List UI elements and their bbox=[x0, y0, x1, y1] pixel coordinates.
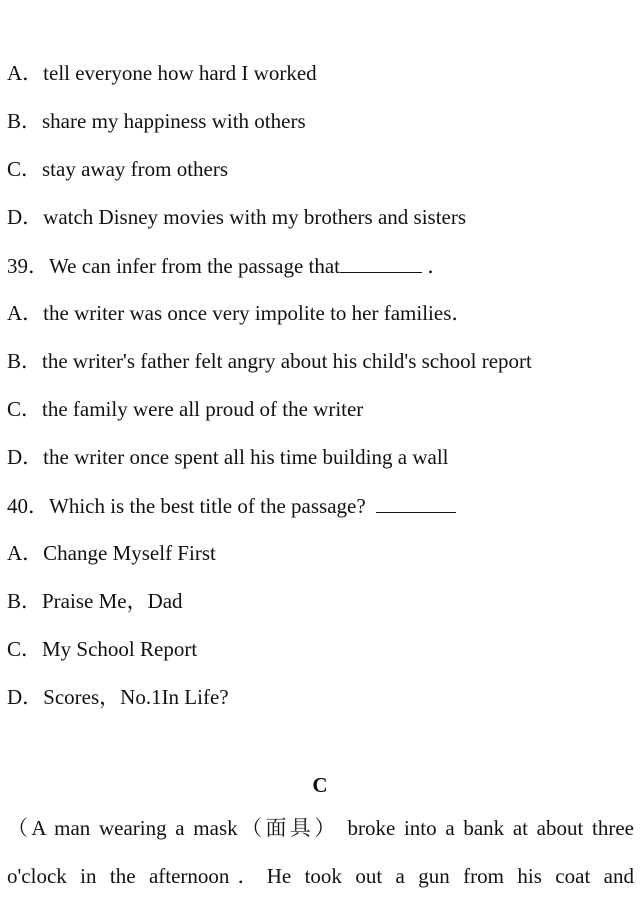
q39-option-c: C．the family were all proud of the writer bbox=[7, 397, 364, 421]
section-heading: C bbox=[312, 773, 328, 797]
q40-option-d: D．Scores，No.1In Life? bbox=[7, 685, 229, 709]
q40-option-b: B．Praise Me，Dad bbox=[7, 589, 183, 613]
q39-option-b: B．the writer's father felt angry about his child's school report bbox=[7, 349, 532, 373]
passage-line-2: o'clock in the afternoon．He took out a gun from his coat and bbox=[7, 864, 634, 888]
q40-stem: 40．Which is the best title of the passage? bbox=[7, 494, 377, 518]
answer-blank bbox=[376, 492, 456, 513]
answer-blank bbox=[340, 252, 422, 273]
q40-option-a: A．Change Myself First bbox=[7, 541, 216, 565]
q39-option-d: D．the writer once spent all his time building a wall bbox=[7, 445, 449, 469]
passage-line-1: （A man wearing a mask（面具） broke into a bank at about three bbox=[7, 816, 634, 840]
q40-option-c: C．My School Report bbox=[7, 637, 198, 661]
q39-question bbox=[7, 252, 448, 279]
q38-option-d: D．watch Disney movies with my brothers and sisters bbox=[7, 205, 467, 229]
q39-stem: 39．We can infer from the passage that bbox=[7, 254, 341, 278]
q39-option-a: A．the writer was once very impolite to her families． bbox=[7, 301, 473, 325]
q38-option-b: B．share my happiness with others bbox=[7, 109, 306, 133]
q38-option-c: C．stay away from others bbox=[7, 157, 229, 181]
q38-option-a: A．tell everyone how hard I worked bbox=[7, 61, 317, 85]
q40-question bbox=[7, 492, 456, 519]
q39-end: ． bbox=[422, 254, 449, 278]
